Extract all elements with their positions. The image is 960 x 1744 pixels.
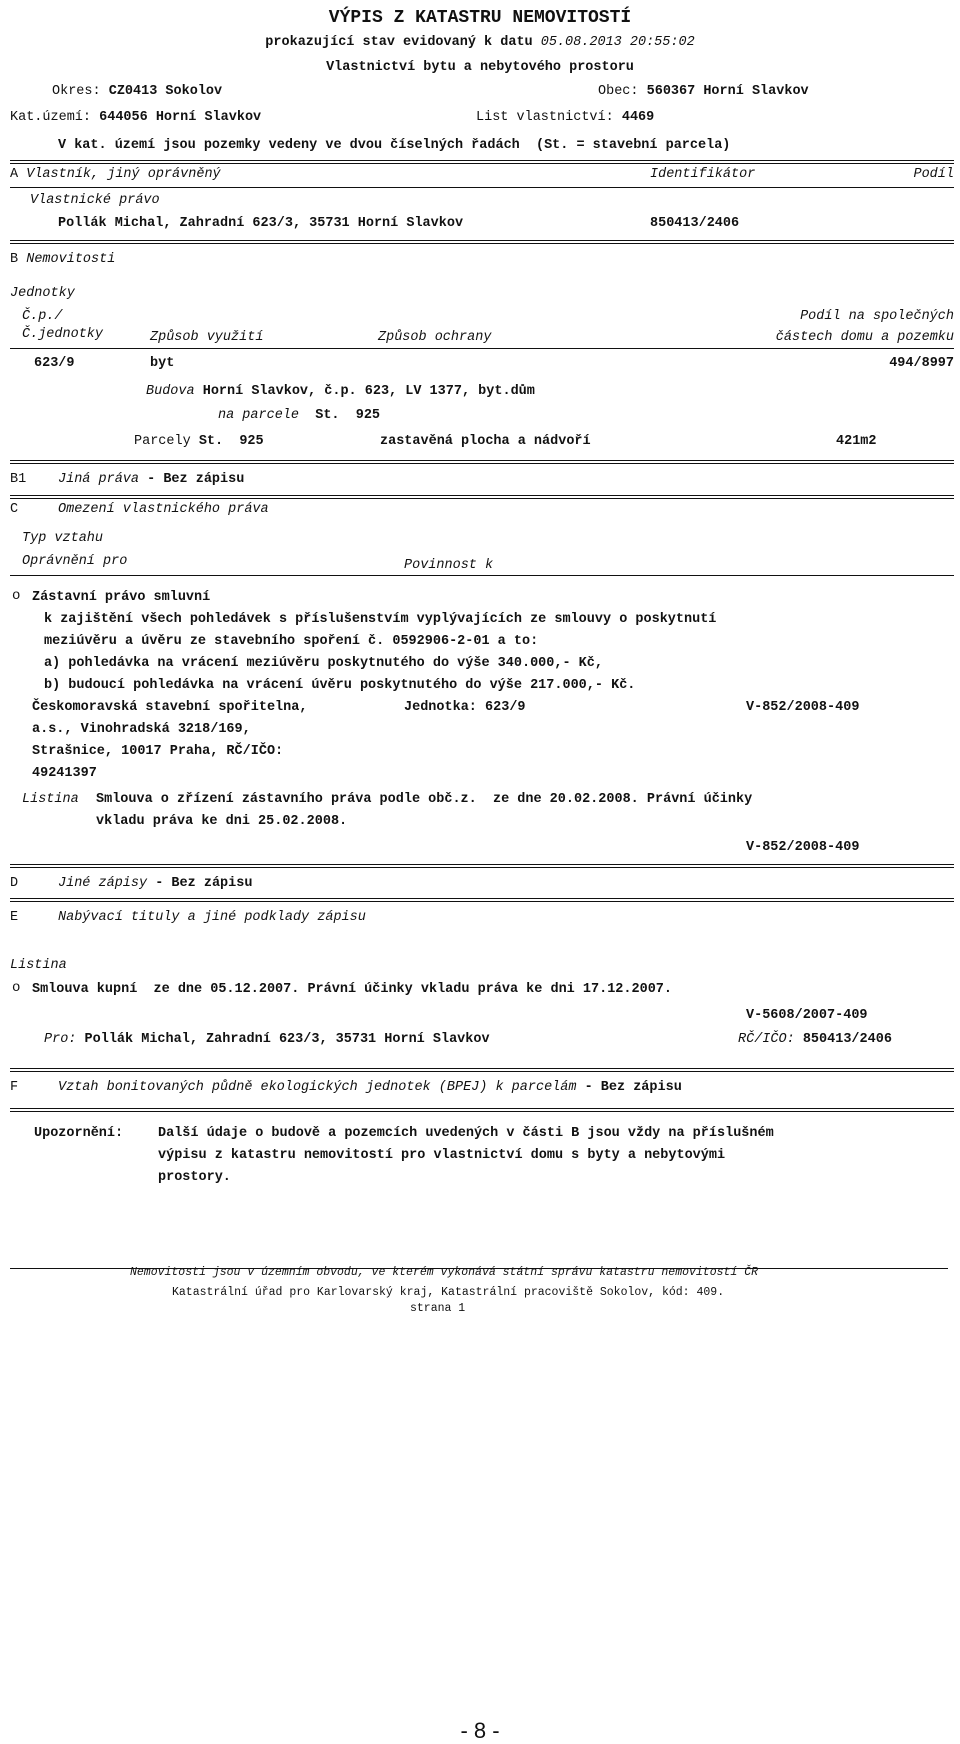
creditor-line-1: Českomoravská stavební spořitelna, [32,700,308,715]
listina-line-2: vkladu práva ke dni 25.02.2008. [96,814,348,829]
header-note: V kat. území jsou pozemky vedeny ve dvou číselných řadách (St. = stavební parcela) [58,138,731,153]
section-a-letter: A [10,167,19,182]
rc-row [738,1032,892,1047]
section-b-heading [10,252,115,267]
footer-line-2: Katastrální úřad pro Karlovarský kraj, Katastrální pracoviště Sokolov, kód: 409. [172,1286,725,1299]
col-podil-spolecnych: Podíl na společných [800,309,954,324]
section-d-value: - Bez zápisu [155,876,253,891]
divider [10,240,954,241]
divider [10,1108,954,1109]
section-b1-value: - Bez zápisu [147,472,245,487]
subtitle-date: 05.08.2013 20:55:02 [540,35,695,50]
okres-row [52,84,222,99]
notice-label: Upozornění: [34,1126,124,1141]
document-type: Vlastnictví bytu a nebytového prostoru [326,60,634,75]
section-b-letter: B [10,252,19,267]
obec-label: Obec: [598,84,639,99]
divider [10,495,954,496]
okres-value: CZ0413 Sokolov [108,84,223,99]
katuzemi-value: 644056 Horní Slavkov [99,110,262,125]
divider [10,575,954,576]
list-value: 4469 [621,110,655,125]
owner-id: 850413/2406 [650,216,740,231]
list-row [476,110,654,125]
listina-sub-label: Listina [10,958,67,973]
creditor-line-4: 49241397 [32,766,97,781]
budova-label: Budova [146,384,195,399]
divider [10,460,954,461]
section-c-letter: C [10,502,19,517]
section-d-letter: D [10,876,19,891]
section-c-title: Omezení vlastnického práva [58,502,269,517]
document-subtitle [0,35,960,50]
jednotky-label: Jednotky [10,286,75,301]
col-opravneni-pro: Oprávnění pro [22,554,128,569]
okres-label: Okres: [52,84,101,99]
parcely-type: zastavěná plocha a nádvoří [380,434,591,449]
divider [10,187,954,188]
listina-label: Listina [22,792,79,807]
section-a-title: Vlastník, jiný oprávněný [26,167,221,182]
bullet-icon: o [12,588,21,604]
parcely-area: 421m2 [836,434,877,449]
item-line-3: a) pohledávka na vrácení meziúvěru poskytnutého do výše 340.000,- Kč, [44,656,603,671]
item-line-4: b) budoucí pohledávka na vrácení úvěru poskytnutého do výše 217.000,- Kč. [44,678,636,693]
e-item: Smlouva kupní ze dne 05.12.2007. Právní účinky vkladu práva ke dni 17.12.2007. [32,982,673,997]
budova-value: Horní Slavkov, č.p. 623, LV 1377, byt.dům [202,384,535,399]
ref-number-2: V-852/2008-409 [746,840,860,855]
katuzemi-row [10,110,261,125]
parcely-value: St. 925 [198,434,264,449]
col-zpusob-ochrany: Způsob ochrany [378,330,492,345]
owner-name: Pollák Michal, Zahradní 623/3, 35731 Horní Slavkov [58,216,464,231]
rc-label: RČ/IČO: [738,1032,795,1047]
section-f-title: Vztah bonitovaných půdně ekologických jednotek (BPEJ) k parcelám [58,1080,577,1095]
section-e-letter: E [10,910,19,925]
footer-line-1: Nemovitosti jsou v územním obvodu, ve kterém vykonává státní správu katastru nemovitostí ČR [130,1266,759,1279]
notice-line-2: výpisu z katastru nemovitostí pro vlastnictví domu s byty a nebytovými [158,1148,726,1163]
col-podil: Podíl [913,167,954,182]
section-a-heading [10,167,221,182]
divider [10,160,954,161]
e-ref-number: V-5608/2007-409 [746,1008,868,1023]
pro-row [44,1032,490,1047]
footer-page-label: strana 1 [410,1302,466,1315]
col-cp: Č.p./ [22,309,63,324]
katuzemi-label: Kat.území: [10,110,92,125]
notice-line-3: prostory. [158,1170,231,1185]
divider [10,898,954,899]
col-identifikator: Identifikátor [650,167,756,182]
budova-row [146,384,535,399]
section-f-letter: F [10,1080,19,1095]
divider [10,348,954,349]
section-f-value: - Bez zápisu [584,1080,682,1095]
obec-row [598,84,809,99]
section-d-heading [58,876,252,891]
section-b1-heading [58,472,244,487]
listina-line-1: Smlouva o zřízení zástavního práva podle obč.z. ze dne 20.02.2008. Právní účinky [96,792,753,807]
bullet-icon: o [12,980,21,996]
divider [10,864,954,865]
col-typ-vztahu: Typ vztahu [22,531,104,546]
rc-value: 850413/2406 [802,1032,892,1047]
unit-number: 623/9 [34,356,75,371]
col-cislo-jednotky: Č.jednotky [22,327,104,342]
jednotka-ref: Jednotka: 623/9 [404,700,526,715]
vlastnicke-pravo-label: Vlastnické právo [30,193,160,208]
ref-number-1: V-852/2008-409 [746,700,860,715]
pro-value: Pollák Michal, Zahradní 623/3, 35731 Horní Slavkov [84,1032,490,1047]
item-title: Zástavní právo smluvní [32,590,211,605]
col-zpusob-vyuziti: Způsob využití [150,330,264,345]
creditor-line-3: Strašnice, 10017 Praha, RČ/IČO: [32,744,284,759]
document-title: VÝPIS Z KATASTRU NEMOVITOSTÍ [328,8,632,28]
section-f-heading [58,1080,682,1095]
item-line-2: meziúvěru a úvěru ze stavebního spoření č. 0592906-2-01 a to: [44,634,539,649]
notice-line-1: Další údaje o budově a pozemcích uvedených v části B jsou vždy na příslušném [158,1126,774,1141]
section-d-title: Jiné zápisy [58,876,148,891]
parcele-value: St. 925 [315,408,381,423]
section-e-title: Nabývací tituly a jiné podklady zápisu [58,910,366,925]
obec-value: 560367 Horní Slavkov [646,84,809,99]
list-label: List vlastnictví: [476,110,614,125]
col-povinnost-k: Povinnost k [404,558,494,573]
creditor-line-2: a.s., Vinohradská 3218/169, [32,722,251,737]
section-b1-title: Jiná práva [58,472,140,487]
col-castech-domu: částech domu a pozemku [775,330,954,345]
section-b1-letter: B1 [10,472,27,487]
parcele-row [218,408,380,423]
section-b-title: Nemovitosti [26,252,116,267]
page-number: - 8 - [460,1718,500,1743]
parcely-label: Parcely [134,434,191,449]
unit-share: 494/8997 [889,356,954,371]
pro-label: Pro: [44,1032,77,1047]
parcely-row [134,434,264,449]
divider [10,1068,954,1069]
unit-use: byt [150,356,175,371]
subtitle-prefix: prokazující stav evidovaný k datu [265,35,533,50]
parcele-label: na parcele [218,408,300,423]
item-line-1: k zajištění všech pohledávek s příslušenstvím vyplývajících ze smlouvy o poskytnutí [44,612,717,627]
